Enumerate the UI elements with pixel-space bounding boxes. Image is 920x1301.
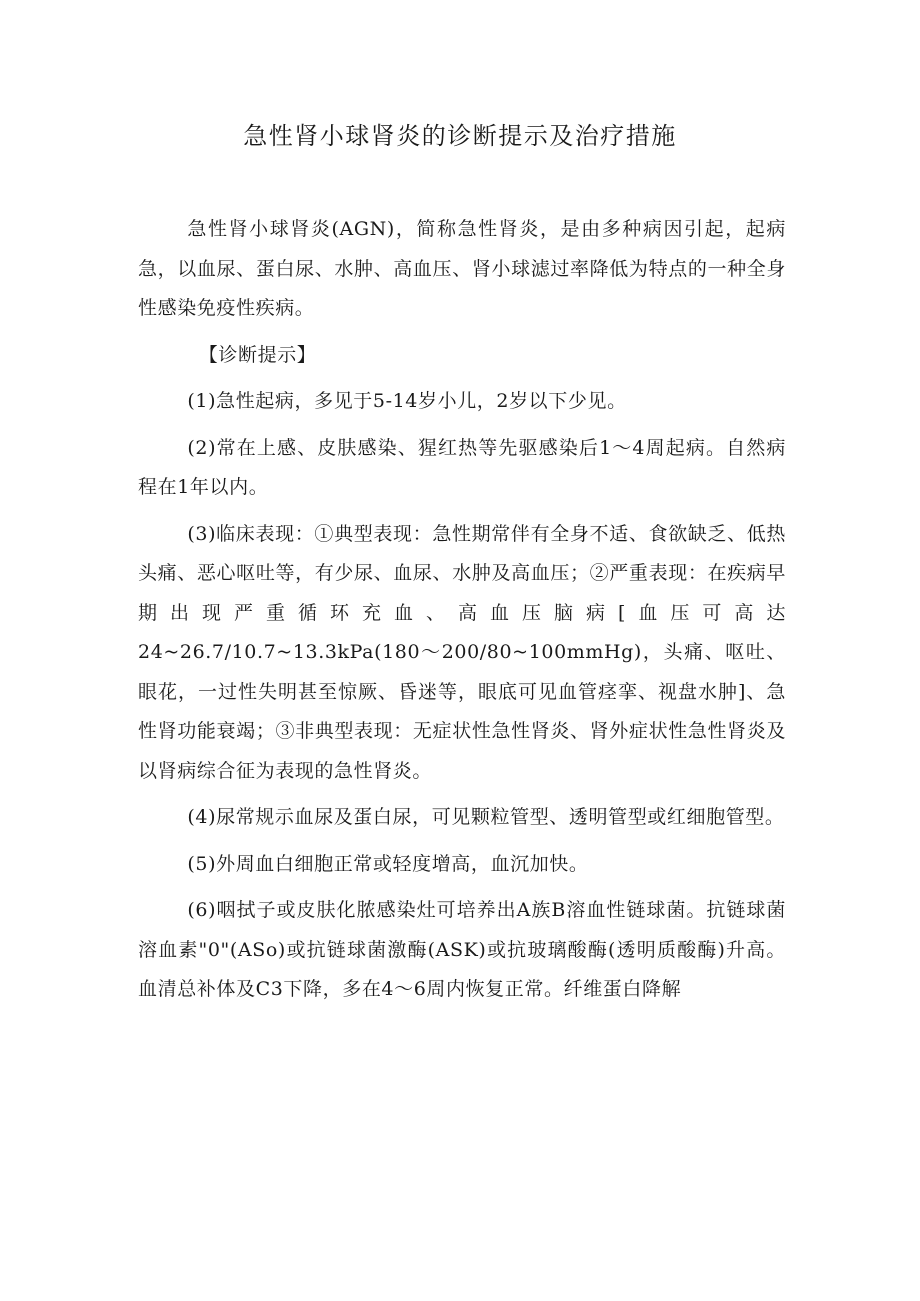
document-title: 急性肾小球肾炎的诊断提示及治疗措施 — [243, 122, 677, 150]
diagnosis-item-6: (6)咽拭子或皮肤化脓感染灶可培养出A族B溶血性链球菌。抗链球菌溶血素"0"(ASo)或抗链球菌激酶(ASK)或抗玻璃酸酶(透明质酸酶)升高。血清总补体及C3下降，多在4～6周内恢复正常。纤维蛋白降解 — [138, 899, 786, 1000]
intro-paragraph: 急性肾小球肾炎(AGN)，简称急性肾炎，是由多种病因引起，起病急，以血尿、蛋白尿、水肿、高血压、肾小球滤过率降低为特点的一种全身性感染免疫性疾病。 — [138, 218, 786, 319]
diagnosis-item-5: (5)外周血白细胞正常或轻度增高，血沉加快。 — [187, 852, 589, 875]
diagnosis-item-2: (2)常在上感、皮肤感染、猩红热等先驱感染后1～4周起病。自然病程在1年以内。 — [138, 436, 786, 498]
diagnosis-item-4: (4)尿常规示血尿及蛋白尿，可见颗粒管型、透明管型或红细胞管型。 — [187, 806, 785, 828]
diagnosis-item-3: (3)临床表现：①典型表现：急性期常伴有全身不适、食欲缺乏、低热头痛、恶心呕吐等，有少尿、血尿、水肿及高血压；②严重表现：在疾病早期出现严重循环充血、高血压脑病[血压可高达24~26.7/10.7~13.3kPa(180～200/80~100mmHg)，头痛、呕吐、眼花，一过性失明甚至惊厥、昏迷等，眼底可见血管痉挛、视盘水肿]、急性肾功能衰竭；③非典型表现：无症状性急性肾炎、肾外症状性急性肾炎及以肾病综合征为表现的急性肾炎。 — [138, 522, 786, 782]
section-heading-diagnosis: 【诊断提示】 — [198, 343, 317, 366]
diagnosis-item-1: (1)急性起病，多见于5-14岁小儿，2岁以下少见。 — [187, 390, 627, 412]
document-body — [138, 210, 786, 1017]
